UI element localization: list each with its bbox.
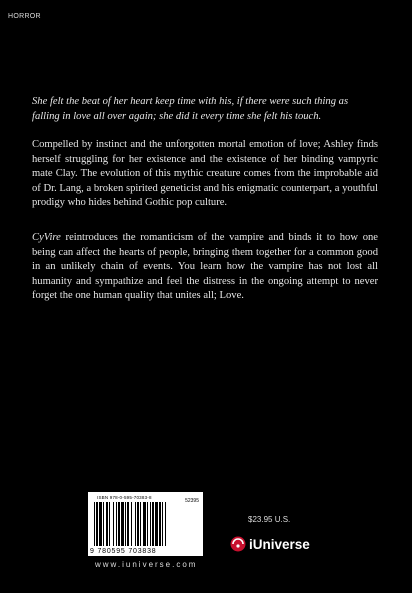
- barcode-box: [88, 492, 203, 556]
- publisher-logo: [230, 536, 310, 552]
- publisher-website: www.iuniverse.com: [95, 560, 198, 569]
- paragraph-2-text: reintroduces the romanticism of the vampire and binds it to how one being can affect the hearts of people, bringing them together for a common good in an unlikely chain of events. You learn how the vampire has not lost all humanity and sympathize and feel the distress in the ongoing attempt to never forget the one human quality that unites all; Love.: [32, 232, 378, 302]
- publisher-name: iUniverse: [249, 536, 310, 552]
- back-cover-quote: She felt the beat of her heart keep time with his, if there were such thing as falling in love all over again; she did it every time she felt his touch.: [32, 96, 349, 122]
- genre-label: HORROR: [8, 13, 41, 20]
- description-paragraph-2: [32, 231, 378, 304]
- description-paragraph-1: Compelled by instinct and the unforgotten mortal emotion of love; Ashley finds herself struggling for her existence and the existence of her binding vampyric mate Clay. The evolution of this mythic creature comes from the improbable aid of Dr. Lang, a broken spirited geneticist and his enigmatic counterpart, a youthful prodigy who hides behind Gothic pop culture.: [32, 139, 378, 209]
- isbn-digits: 9 780595 703838: [90, 548, 157, 555]
- iuniverse-logo-icon: [230, 536, 246, 552]
- isbn-label: ISBN 978-0-595-70383-8: [97, 495, 152, 500]
- book-title-italic: CyVire: [32, 232, 61, 243]
- price-code: 52395: [185, 498, 199, 504]
- barcode-icon: [94, 502, 198, 546]
- price-label: $23.95 U.S.: [248, 515, 291, 524]
